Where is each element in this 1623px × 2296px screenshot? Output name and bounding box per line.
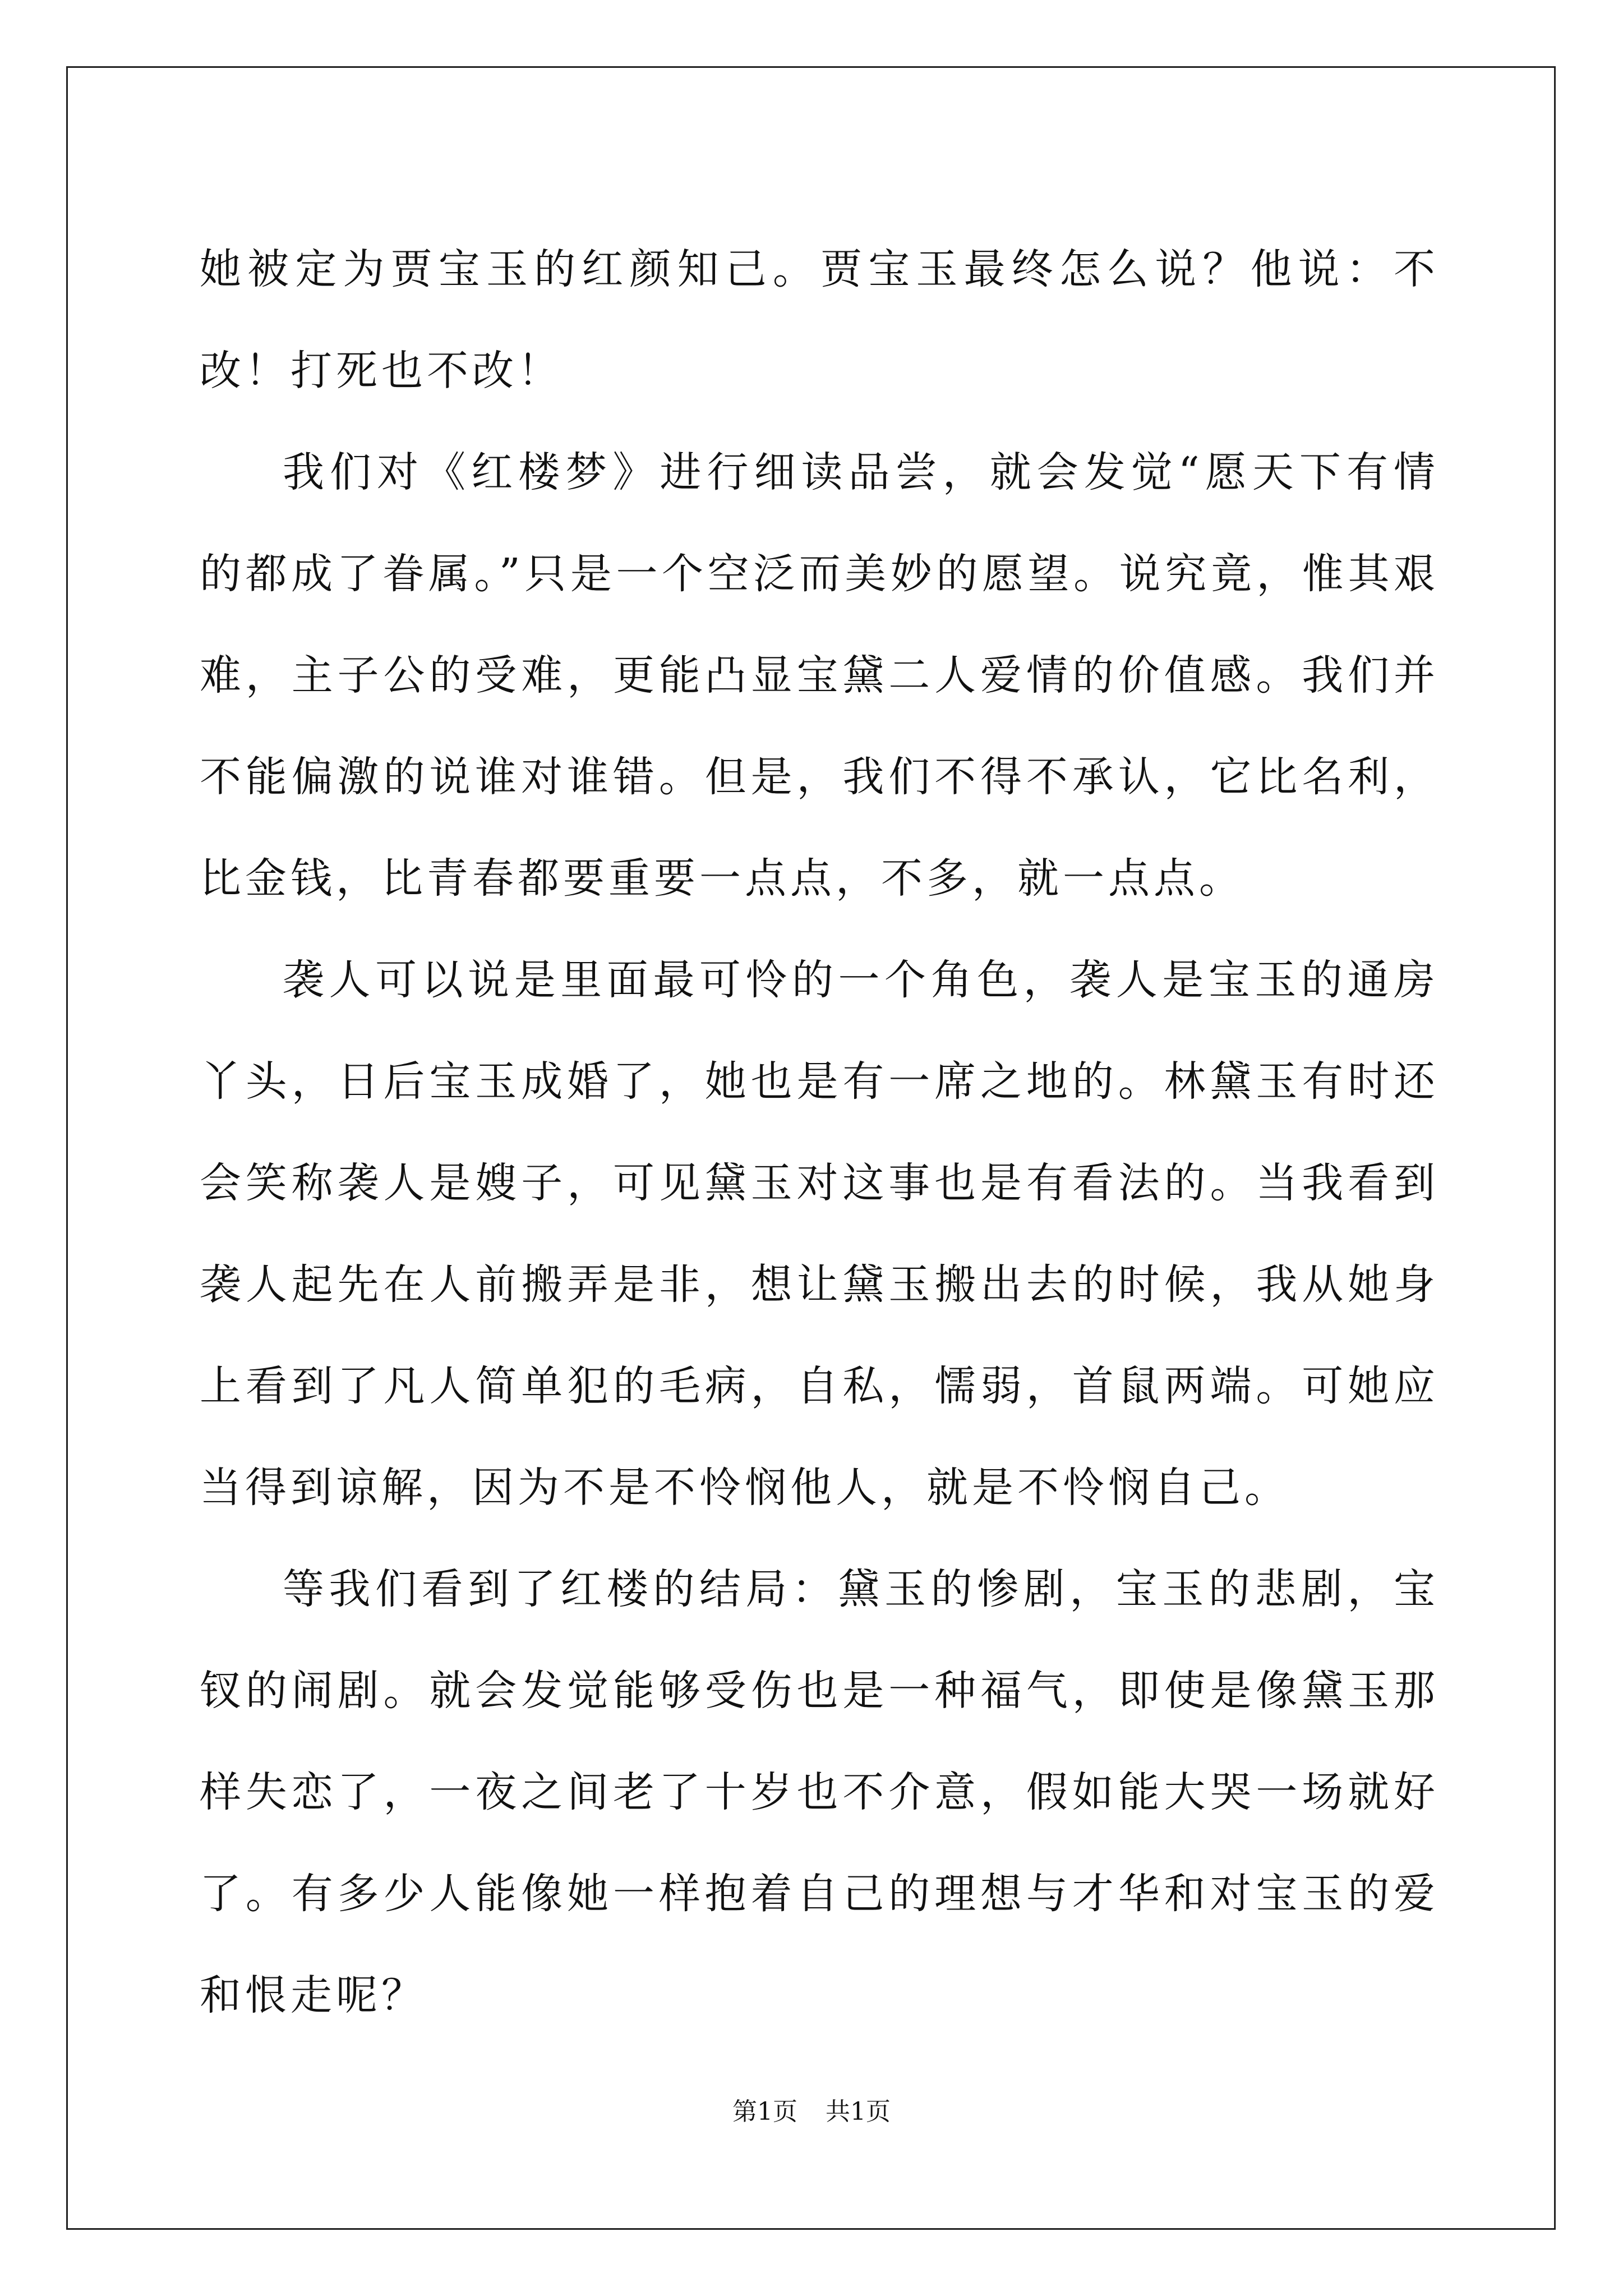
paragraph-3: 袭人可以说是里面最可怜的一个角色，袭人是宝玉的通房丫头，日后宝玉成婚了，她也是有一席之地的。林黛玉有时还会笑称袭人是嫂子，可见黛玉对这事也是有看法的。当我看到袭人起先在人前搬弄是非，想让黛玉搬出去的时候，我从她身上看到了凡人简单犯的毛病，自私，懦弱，首鼠两端。可她应当得到谅解，因为不是不怜悯他人，就是不怜悯自己。	[200, 956, 1439, 1512]
page-footer	[0, 2095, 1623, 2129]
paragraph-1: 她被定为贾宝玉的红颜知己。贾宝玉最终怎么说？他说：不改！打死也不改！	[200, 245, 1439, 395]
page-total: 共1页	[826, 2097, 891, 2126]
paragraph-2: 我们对《红楼梦》进行细读品尝，就会发觉“愿天下有情的都成了眷属。”只是一个空泛而美妙的愿望。说究竟，惟其艰难，主子公的受难，更能凸显宝黛二人爱情的价值感。我们并不能偏激的说谁对谁错。但是，我们不得不承认，它比名利，比金钱，比青春都要重要一点点，不多，就一点点。	[200, 448, 1439, 903]
document-body	[200, 219, 1439, 2046]
paragraph-4: 等我们看到了红楼的结局：黛玉的惨剧，宝玉的悲剧，宝钗的闹剧。就会发觉能够受伤也是一种福气，即使是像黛玉那样失恋了，一夜之间老了十岁也不介意，假如能大哭一场就好了。有多少人能像她一样抱着自己的理想与才华和对宝玉的爱和恨走呢？	[200, 1565, 1439, 2019]
page-number: 第1页	[732, 2097, 797, 2126]
